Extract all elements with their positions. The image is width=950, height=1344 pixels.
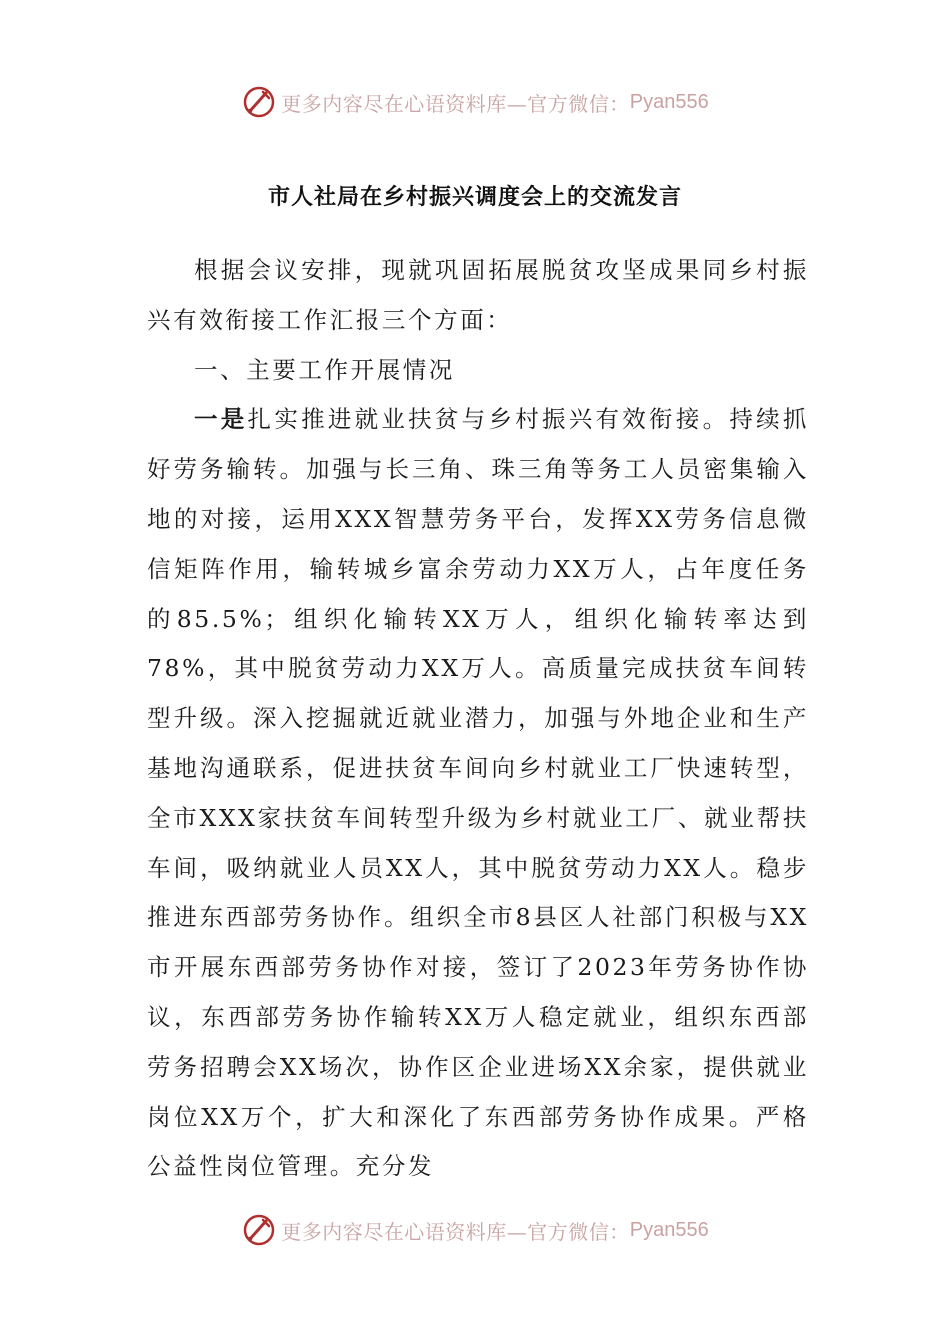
point-lead: 一是 — [194, 405, 248, 434]
intro-paragraph: 根据会议安排，现就巩固拓展脱贫攻坚成果同乡村振兴有效衔接工作汇报三个方面： — [147, 256, 809, 334]
watermark-account: Pyan556 — [629, 1218, 709, 1241]
pen-logo-icon — [241, 84, 277, 120]
document-body — [147, 246, 809, 1192]
point-paragraph — [147, 395, 809, 1192]
watermark-text: 更多内容尽在心语资料库—官方微信： — [281, 91, 630, 116]
pen-logo-icon — [241, 1212, 277, 1248]
footer-watermark — [0, 1210, 950, 1250]
header-watermark — [0, 82, 950, 122]
watermark-text: 更多内容尽在心语资料库—官方微信： — [281, 1219, 630, 1244]
point-text: 扎实推进就业扶贫与乡村振兴有效衔接。持续抓好劳务输转。加强与长三角、珠三角等务工人员密集输入地的对接，运用XXX智慧劳务平台，发挥XX劳务信息微信矩阵作用，输转城乡富余劳动力XX万人，占年度任务的85.5%；组织化输转XX万人，组织化输转率达到78%，其中脱贫劳动力XX万人。高质量完成扶贫车间转型升级。深入挖掘就近就业潜力，加强与外地企业和生产基地沟通联系，促进扶贫车间向乡村就业工厂快速转型，全市XXX家扶贫车间转型升级为乡村就业工厂、就业帮扶车间，吸纳就业人员XX人，其中脱贫劳动力XX人。稳步推进东西部劳务协作。组织全市8县区人社部门积极与XX市开展东西部劳务协作对接，签订了2023年劳务协作协议，东西部劳务协作输转XX万人稳定就业，组织东西部劳务招聘会XX场次，协作区企业进场XX余家，提供就业岗位XX万个，扩大和深化了东西部劳务协作成果。严格公益性岗位管理。充分发 — [147, 405, 809, 1181]
watermark-account: Pyan556 — [629, 90, 709, 113]
document-title: 市人社局在乡村振兴调度会上的交流发言 — [267, 184, 682, 210]
section-heading: 一、主要工作开展情况 — [194, 355, 455, 384]
